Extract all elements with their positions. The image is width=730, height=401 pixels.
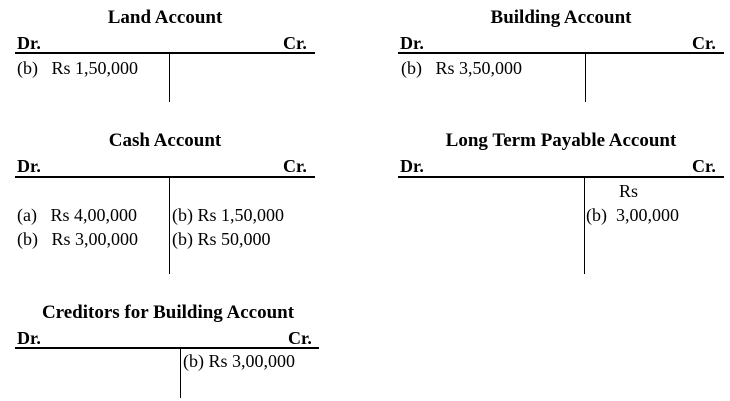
cash-account-credit-entry-2: (b) Rs 50,000 (172, 229, 271, 249)
long-term-payable-account-dr-label: Dr. (400, 156, 424, 176)
cash-account-debit-entry-1: (a) Rs 4,00,000 (17, 205, 137, 225)
creditors-for-building-account-credit-entry: (b) Rs 3,00,000 (183, 351, 295, 371)
cash-account-dr-label: Dr. (17, 156, 41, 176)
long-term-payable-account-vertical-rule (584, 177, 585, 274)
land-account-dr-label: Dr. (17, 33, 41, 53)
cash-account-credit-entry-1: (b) Rs 1,50,000 (172, 205, 284, 225)
long-term-payable-account-cr-label: Cr. (692, 156, 716, 176)
creditors-for-building-account-vertical-rule (180, 348, 181, 398)
building-account-vertical-rule (585, 53, 586, 102)
land-account-horizontal-rule (15, 52, 315, 54)
land-account-debit-entry: (b) Rs 1,50,000 (17, 58, 138, 78)
long-term-payable-account-title: Long Term Payable Account (445, 130, 677, 151)
cash-account-title: Cash Account (108, 130, 222, 151)
long-term-payable-account-horizontal-rule (398, 176, 724, 178)
creditors-for-building-account-cr-label: Cr. (288, 328, 312, 348)
long-term-payable-account-credit-entry: (b) 3,00,000 (586, 205, 679, 225)
cash-account-vertical-rule (169, 177, 170, 274)
cash-account-horizontal-rule (15, 176, 315, 178)
land-account-vertical-rule (169, 53, 170, 102)
creditors-for-building-account-horizontal-rule (15, 347, 319, 349)
cash-account-debit-entry-2: (b) Rs 3,00,000 (17, 229, 138, 249)
building-account-debit-entry: (b) Rs 3,50,000 (401, 58, 522, 78)
long-term-payable-account-credit-header: Rs (619, 181, 639, 201)
building-account-cr-label: Cr. (692, 33, 716, 53)
building-account-horizontal-rule (398, 52, 724, 54)
land-account-title: Land Account (107, 7, 223, 28)
land-account-cr-label: Cr. (283, 33, 307, 53)
creditors-for-building-account-dr-label: Dr. (17, 328, 41, 348)
building-account-title: Building Account (490, 7, 632, 28)
creditors-for-building-account-title: Creditors for Building Account (41, 302, 295, 323)
building-account-dr-label: Dr. (400, 33, 424, 53)
cash-account-cr-label: Cr. (283, 156, 307, 176)
